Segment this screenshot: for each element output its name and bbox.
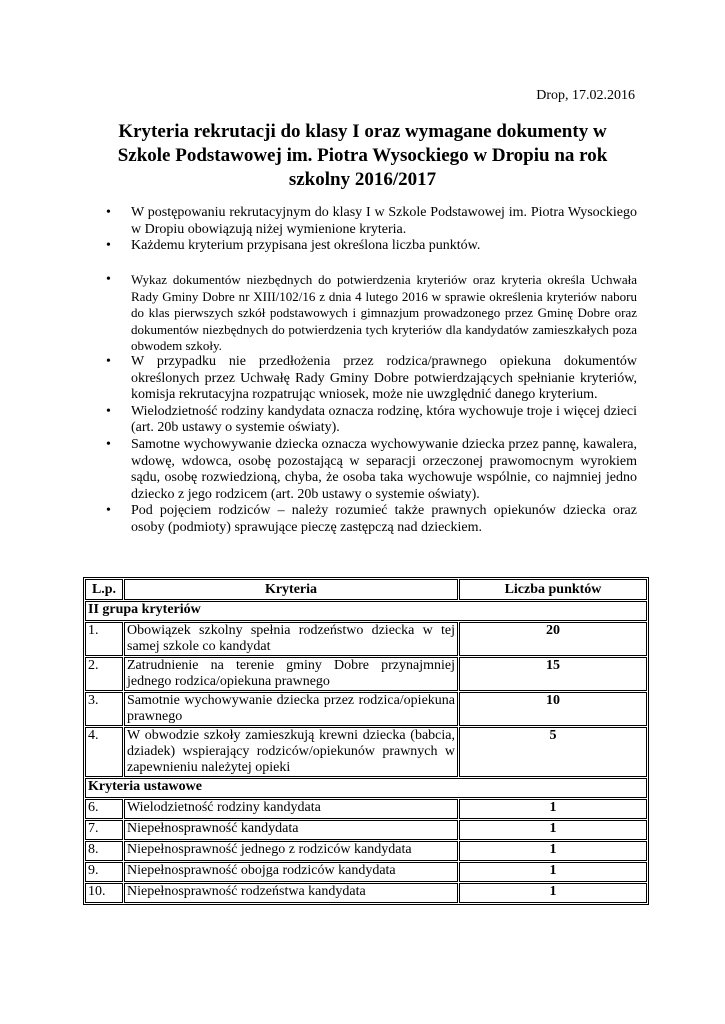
row-points: 20 [459,622,647,656]
row-criterion: Niepełnosprawność jednego z rodziców kandydata [124,841,458,861]
intro-bullet-list [112,205,637,255]
table-row [85,841,647,861]
header-lp: L.p. [85,579,123,600]
table-row [85,727,647,777]
group-row [85,778,647,798]
table-row [85,820,647,840]
header-punkty: Liczba punktów [459,579,647,600]
bullet-item: • W postępowaniu rekrutacyjnym do klasy I w Szkole Podstawowej im. Piotra Wysockiego w Dropiu obowiązują niżej wymienione kryteria. [112,205,637,238]
row-lp: 2. [85,657,123,691]
row-points: 15 [459,657,647,691]
row-lp: 1. [85,622,123,656]
documents-bullet-list [112,272,637,355]
row-criterion: Niepełnosprawność obojga rodziców kandydata [124,862,458,882]
table-row [85,883,647,903]
group-row [85,601,647,621]
row-points: 10 [459,692,647,726]
row-lp: 9. [85,862,123,882]
definitions-bullet-list [112,354,637,537]
group-title: Kryteria ustawowe [85,778,647,798]
group-title: II grupa kryteriów [85,601,647,621]
bullet-item: • Każdemu kryterium przypisana jest określona liczba punktów. [112,238,637,255]
row-criterion: Niepełnosprawność rodzeństwa kandydata [124,883,458,903]
document-title: Kryteria rekrutacji do klasy I oraz wymagane dokumenty w Szkole Podstawowej im. Piotra Wysockiego w Dropiu na rok szkolny 2016/2017 [117,121,608,190]
header-kryteria: Kryteria [124,579,458,600]
row-criterion: Obowiązek szkolny spełnia rodzeństwo dziecka w tej samej szkole co kandydat [124,622,458,656]
row-lp: 8. [85,841,123,861]
criteria-table [83,577,649,905]
bullet-item: • Pod pojęciem rodziców – należy rozumieć także prawnych opiekunów dziecka oraz osoby (podmioty) sprawujące pieczę zastępczą nad dzieckiem. [112,503,637,536]
row-criterion: Niepełnosprawność kandydata [124,820,458,840]
table-row [85,799,647,819]
row-lp: 6. [85,799,123,819]
table-header-row [85,579,647,600]
table-row [85,622,647,656]
row-criterion: Zatrudnienie na terenie gminy Dobre przynajmniej jednego rodzica/opiekuna prawnego [124,657,458,691]
row-lp: 10. [85,883,123,903]
bullet-item: • Wykaz dokumentów niezbędnych do potwierdzenia kryteriów oraz kryteria określa Uchwała Rady Gminy Dobre nr XIII/102/16 z dnia 4 lutego 2016 w sprawie określenia kryteriów naboru do klas pierwszych szkół podstawowych i gimnazjum prowadzonego przez Gminę Dobre oraz dokumentów niezbędnych do potwierdzenia tych kryteriów dla kandydatów zamieszkałych poza obwodem szkoły. [112,272,637,355]
table-row [85,692,647,726]
row-criterion: Wielodzietność rodziny kandydata [124,799,458,819]
row-points: 1 [459,883,647,903]
bullet-item: • Wielodzietność rodziny kandydata oznacza rodzinę, która wychowuje troje i więcej dzieci (art. 20b ustawy o systemie oświaty). [112,404,637,437]
document-date: Drop, 17.02.2016 [536,88,635,103]
row-criterion: W obwodzie szkoły zamieszkują krewni dziecka (babcia, dziadek) wspierający rodziców/opiekunów prawnych w zapewnieniu należytej opieki [124,727,458,777]
table-row [85,862,647,882]
row-lp: 4. [85,727,123,777]
table-row [85,657,647,691]
bullet-item: • W przypadku nie przedłożenia przez rodzica/prawnego opiekuna dokumentów określonych przez Uchwałę Rady Gminy Dobre potwierdzających spełnianie kryteriów, komisja rekrutacyjna rozpatrując wniosek, może nie uwzględnić danego kryterium. [112,354,637,404]
row-points: 1 [459,799,647,819]
row-lp: 7. [85,820,123,840]
row-points: 1 [459,820,647,840]
row-criterion: Samotnie wychowywanie dziecka przez rodzica/opiekuna prawnego [124,692,458,726]
row-points: 1 [459,841,647,861]
row-points: 1 [459,862,647,882]
row-lp: 3. [85,692,123,726]
bullet-item: • Samotne wychowywanie dziecka oznacza wychowywanie dziecka przez pannę, kawalera, wdowę, wdowca, osobę pozostającą w separacji orzeczonej prawomocnym wyrokiem sądu, osobę rozwiedzioną, chyba, że osoba taka wychowuje wspólnie, co najmniej jedno dziecko z jego rodzicem (art. 20b ustawy o systemie oświaty). [112,437,637,503]
row-points: 5 [459,727,647,777]
